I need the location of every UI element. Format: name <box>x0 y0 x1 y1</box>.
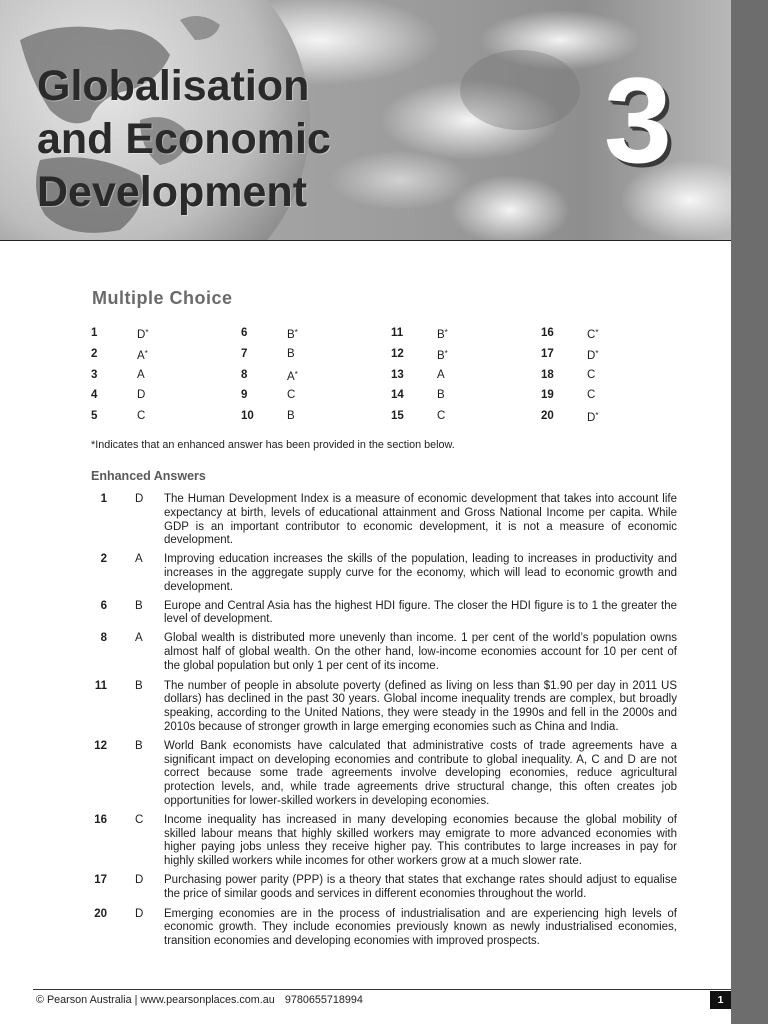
enhanced-answer-number: 17 <box>94 873 107 886</box>
answer-row <box>241 326 391 347</box>
enhanced-marker: * <box>444 348 448 358</box>
answer-letter-text: C <box>287 389 296 402</box>
answer-column-4 <box>541 326 691 430</box>
answer-letter-text: B <box>287 329 295 341</box>
enhanced-answer-number: 1 <box>100 493 107 505</box>
footer-isbn: 9780655718994 <box>284 994 363 1006</box>
answer-row <box>91 326 241 347</box>
answer-letter-text: B <box>287 410 295 423</box>
enhanced-answer-item <box>91 908 677 949</box>
answer-letter-text: C <box>137 410 146 423</box>
question-number: 5 <box>91 410 98 423</box>
answer-letter <box>287 347 295 361</box>
enhanced-answer-item <box>91 740 677 809</box>
enhanced-answers-heading: Enhanced Answers <box>91 469 206 483</box>
answer-letter-text: B <box>437 389 445 402</box>
question-number: 13 <box>391 368 404 381</box>
answer-letter <box>587 326 598 342</box>
answer-letter-text: B <box>287 347 295 360</box>
answer-letter <box>587 347 598 363</box>
page-number: 1 <box>710 991 731 1009</box>
enhanced-answer-text: The Human Development Index is a measure of economic development that takes into account life expectancy at birth, levels of educational attainment and Gross National Income per capita. While GDP is an important contributor to economic development, it is not a measure of economic development. <box>164 493 677 547</box>
answer-letter-text: A <box>287 370 295 383</box>
enhanced-marker: * <box>294 328 298 337</box>
chapter-number: 3 <box>604 52 672 188</box>
enhanced-answer-letter: D <box>135 873 144 886</box>
enhanced-answer-item <box>91 600 677 628</box>
chapter-title-line-3: Development <box>37 168 308 216</box>
enhanced-answer-number: 11 <box>94 679 107 692</box>
enhanced-answer-letter: B <box>135 679 143 692</box>
enhanced-answer-number: 20 <box>94 907 107 920</box>
enhanced-answer-item <box>91 553 677 594</box>
footer-copyright: © Pearson Australia | www.pearsonplaces.com.au <box>36 994 275 1006</box>
answer-letter <box>287 326 298 342</box>
enhanced-answer-letter: A <box>135 632 143 645</box>
enhanced-answer-letter: D <box>135 493 144 505</box>
answer-row <box>391 409 541 430</box>
answer-letter-text: D <box>587 412 596 425</box>
question-number: 7 <box>241 347 248 360</box>
answer-row <box>91 368 241 389</box>
enhanced-marker: * <box>595 328 599 337</box>
question-number: 12 <box>391 347 404 360</box>
answer-letter <box>287 368 298 384</box>
enhanced-answers-list <box>91 493 677 949</box>
enhanced-answer-item <box>91 874 677 902</box>
question-number: 6 <box>241 327 248 339</box>
question-number: 8 <box>241 368 248 381</box>
answer-letter-text: C <box>587 368 596 381</box>
question-number: 11 <box>391 327 404 339</box>
answer-row <box>391 347 541 368</box>
answer-letter <box>587 368 595 382</box>
answer-row <box>241 409 391 430</box>
answer-column-3 <box>391 326 541 430</box>
answer-letter <box>287 409 295 423</box>
question-number: 9 <box>241 389 248 402</box>
chapter-title <box>37 60 331 219</box>
enhanced-answer-letter: C <box>135 813 144 826</box>
question-number: 2 <box>91 347 98 360</box>
answer-letter-text: D <box>137 329 146 341</box>
question-number: 16 <box>541 327 554 339</box>
enhanced-answer-letter: A <box>135 553 143 566</box>
answer-row <box>541 368 691 389</box>
answer-letter-text: C <box>587 389 596 402</box>
answer-letter-text: D <box>137 389 146 402</box>
answer-row <box>91 347 241 368</box>
enhanced-answer-text: Europe and Central Asia has the highest HDI figure. The closer the HDI figure is to 1 the greater the level of development. <box>164 599 677 626</box>
answer-row <box>91 409 241 430</box>
answer-row <box>241 368 391 389</box>
answer-letter-text: C <box>587 329 596 341</box>
answer-letter <box>437 347 448 363</box>
answer-row <box>391 326 541 347</box>
enhanced-marker: * <box>595 411 599 421</box>
answer-row <box>541 326 691 347</box>
answer-letter <box>437 409 445 423</box>
side-tab-bar <box>731 0 768 1024</box>
question-number: 15 <box>391 410 404 423</box>
enhanced-answer-item <box>91 632 677 673</box>
answer-row <box>241 347 391 368</box>
question-number: 10 <box>241 410 254 423</box>
enhanced-answer-text: The number of people in absolute poverty (defined as living on less than $1.90 per day in 2011 US dollars) has declined in the past 30 years. Global income inequality trends are complex, but broadly speaking, according to the United Nations, they were steady in the 1990s and fell in the 2000s and 2010s because of stronger growth in large emerging economies such as China and India. <box>164 679 677 733</box>
question-number: 19 <box>541 389 554 402</box>
answer-letter-text: C <box>437 410 446 423</box>
answer-row <box>241 388 391 409</box>
enhanced-answer-text: Improving education increases the skills of the population, leading to increases in productivity and increases in the aggregate supply curve for the economy, which will lead to economic growth and development. <box>164 553 677 593</box>
enhanced-answer-text: Emerging economies are in the process of industrialisation and are experiencing high levels of economic growth. They include economies previously known as newly industrialised economies, transition economies and developing economies with improved prospects. <box>164 907 677 948</box>
answer-letter-text: A <box>137 349 145 362</box>
answer-column-1 <box>91 326 241 430</box>
enhanced-answer-number: 8 <box>100 632 107 645</box>
enhanced-answer-item <box>91 814 677 869</box>
answer-letter-text: B <box>437 349 445 362</box>
answer-letter-text: A <box>137 368 145 381</box>
answer-letter-text: A <box>437 368 445 381</box>
enhanced-answer-text: Income inequality has increased in many developing economies because the global mobility of skilled labour means that highly skilled workers may emigrate to more advanced economies with higher paying jobs unless they receive higher pay. This contributes to large increases in pay for highly skilled workers while incomes for other workers grow at a much slower rate. <box>164 813 677 868</box>
multiple-choice-heading: Multiple Choice <box>92 288 233 308</box>
chapter-title-line-1: Globalisation <box>37 62 310 110</box>
answer-letter <box>437 368 445 382</box>
answer-row <box>391 368 541 389</box>
enhanced-answer-number: 2 <box>100 553 107 566</box>
question-number: 4 <box>91 389 98 402</box>
enhanced-answer-number: 6 <box>100 599 107 612</box>
answer-row <box>91 388 241 409</box>
enhanced-marker: * <box>144 348 148 358</box>
question-number: 1 <box>91 327 98 339</box>
answer-row <box>541 409 691 430</box>
answer-letter <box>587 409 598 425</box>
question-number: 17 <box>541 347 554 360</box>
answer-letter-text: D <box>587 349 596 362</box>
enhanced-answer-letter: B <box>135 739 143 752</box>
enhanced-answer-number: 12 <box>94 739 107 752</box>
answer-letter <box>287 388 295 402</box>
enhanced-answer-letter: D <box>135 907 144 920</box>
footer <box>36 994 363 1006</box>
question-number: 14 <box>391 389 404 402</box>
answer-row <box>391 388 541 409</box>
chapter-banner <box>0 0 731 241</box>
answer-letter-text: B <box>437 329 445 341</box>
answer-letter <box>137 388 145 402</box>
footer-divider <box>33 989 731 990</box>
question-number: 18 <box>541 368 554 381</box>
chapter-title-line-2: and Economic <box>37 115 331 163</box>
answer-row <box>541 347 691 368</box>
enhanced-marker: * <box>145 328 149 337</box>
answer-letter <box>137 347 148 363</box>
answer-letter <box>587 388 595 402</box>
enhanced-answer-text: Global wealth is distributed more unevenly than income. 1 per cent of the world’s population owns almost half of global wealth. On the other hand, low-income economies account for 10 per cent of the global population but only 1 per cent of its income. <box>164 632 677 672</box>
enhanced-answer-text: World Bank economists have calculated that administrative costs of trade agreements have a significant impact on developing economies and contribute to global inequality. A, C and D are not correct because some trade agreements involve developing economies, reduce agricultural protection levels, and, while trade agreements drive structural change, this often creates job opportunities for lower-skilled workers in developing economies. <box>164 739 677 807</box>
enhanced-answer-letter: B <box>135 599 143 612</box>
enhanced-answer-item <box>91 493 677 548</box>
enhanced-answer-number: 16 <box>94 813 107 826</box>
answer-row <box>541 388 691 409</box>
enhanced-answer-item <box>91 680 677 735</box>
enhanced-footnote: *Indicates that an enhanced answer has been provided in the section below. <box>91 439 455 451</box>
enhanced-marker: * <box>595 348 599 358</box>
enhanced-marker: * <box>444 328 448 337</box>
answer-letter <box>137 368 145 382</box>
enhanced-answer-text: Purchasing power parity (PPP) is a theory that states that exchange rates should adjust to equalise the price of similar goods and services in different economies throughout the world. <box>164 873 677 900</box>
answer-letter <box>437 388 445 402</box>
question-number: 3 <box>91 368 98 381</box>
answer-letter <box>137 326 148 342</box>
banner-divider <box>0 240 731 241</box>
enhanced-marker: * <box>294 369 298 379</box>
question-number: 20 <box>541 410 554 423</box>
answer-letter <box>437 326 448 342</box>
answer-letter <box>137 409 145 423</box>
answer-column-2 <box>241 326 391 430</box>
